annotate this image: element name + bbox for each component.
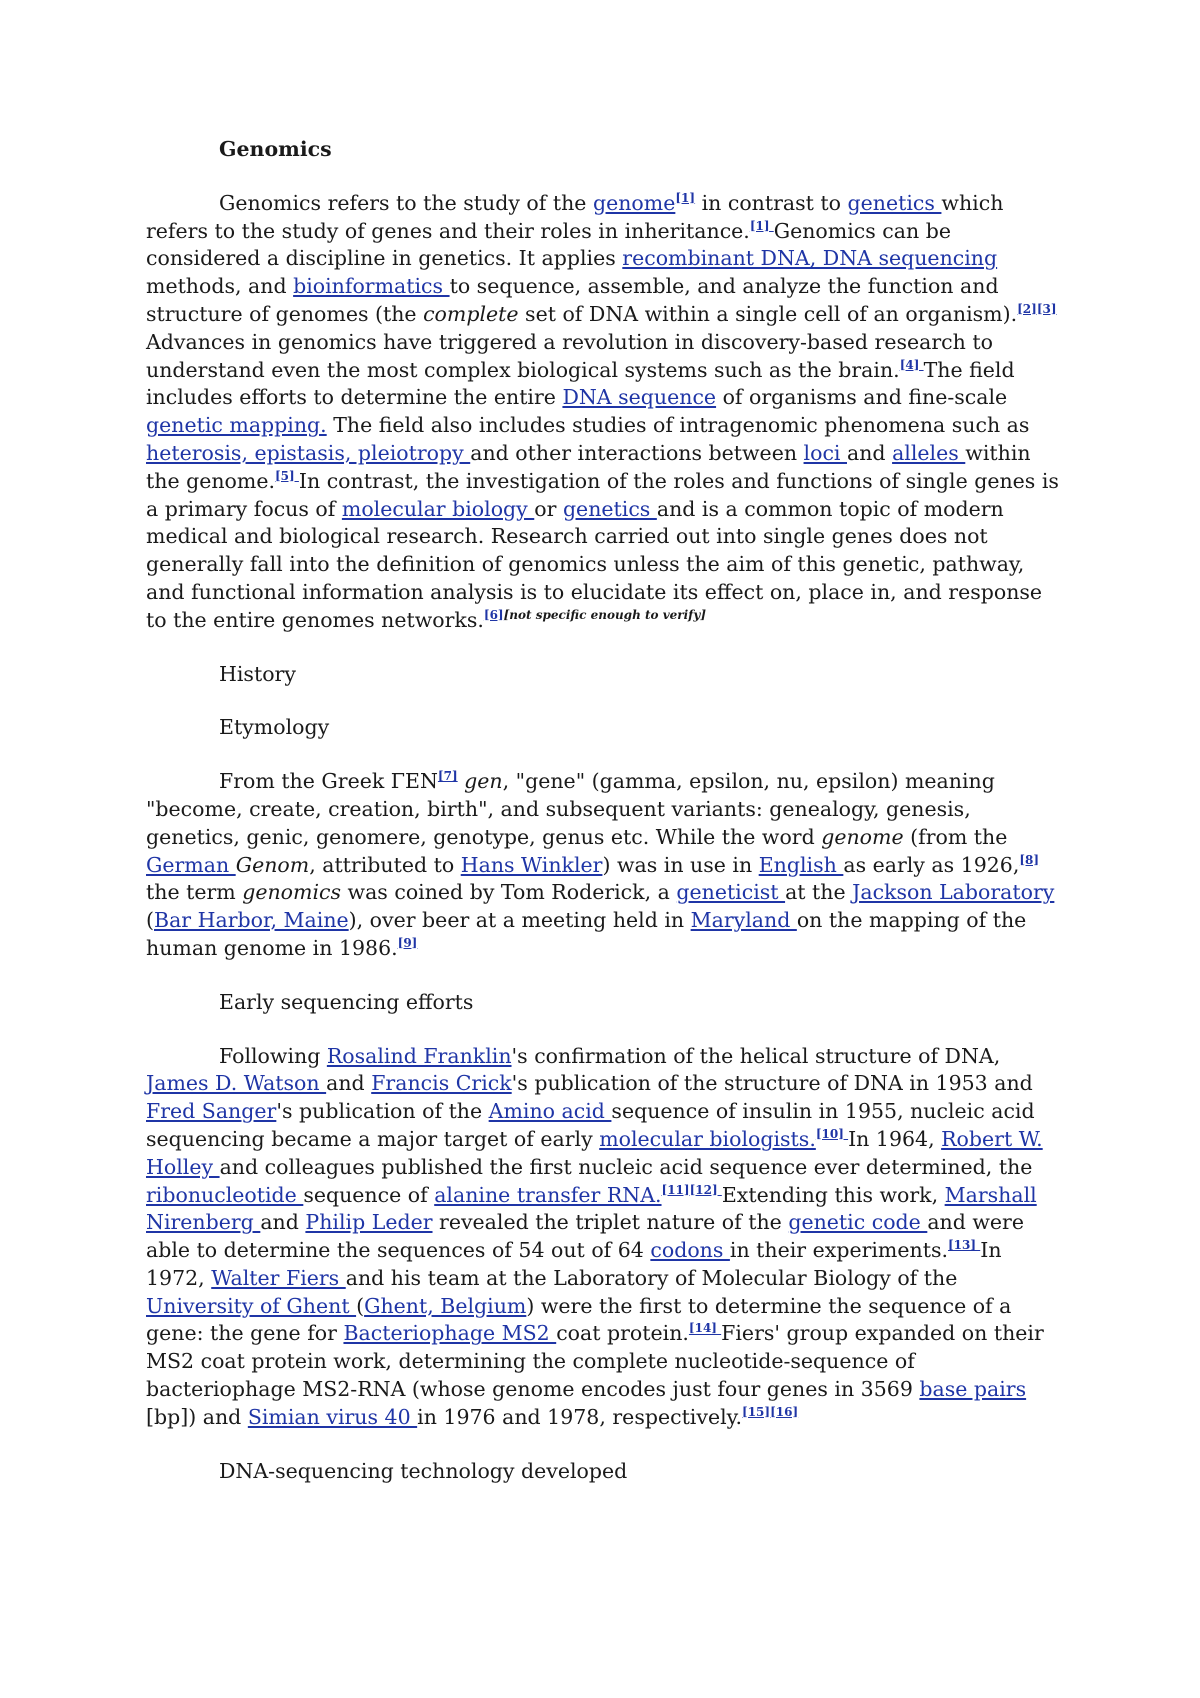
text-run: which refers to the study of genes and their roles in inheritance. (146, 190, 1004, 243)
text-run: in contrast to (695, 190, 848, 215)
inline-link[interactable]: genetics (847, 190, 942, 215)
text-run: [bp]) and (146, 1404, 248, 1429)
italic-text: Genom (235, 852, 310, 877)
inline-link[interactable]: genetic code (788, 1210, 928, 1235)
inline-link[interactable]: genetics (562, 496, 657, 521)
text-run: From the Greek ΓΕΝ (219, 769, 438, 794)
citation-ref[interactable]: [13] (947, 1238, 981, 1253)
text-run: In contrast, the investigation of the roles and functions of single genes is a primary focus of (146, 468, 1059, 521)
citation-ref[interactable]: [2][3] (1017, 302, 1057, 317)
inline-link[interactable]: alanine transfer RNA. (434, 1182, 662, 1207)
text-run: , "gene" (gamma, epsilon, nu, epsilon) meaning "become, create, creation, birth", and subsequent variants: genealogy, genesis, genetics, genic, genomere, genotype, genus etc. While the word (146, 769, 995, 849)
inline-link[interactable]: University of Ghent (146, 1293, 357, 1318)
inline-link[interactable]: codons (650, 1238, 730, 1263)
inline-link[interactable]: Ghent, Belgium (364, 1293, 527, 1318)
inline-link[interactable]: loci (803, 440, 847, 465)
text-run: methods, and (146, 274, 294, 299)
text-run: coat protein. (556, 1321, 689, 1346)
citation-ref[interactable]: [1] (749, 218, 774, 233)
inline-link[interactable]: Rosalind Franklin (326, 1043, 512, 1068)
text-run: and colleagues published the first nucleic acid sequence ever determined, the (219, 1154, 1033, 1179)
section-heading-dna-sequencing-technology: DNA-sequencing technology developed (219, 1458, 628, 1483)
section-heading-etymology: Etymology (219, 715, 330, 740)
inline-link[interactable]: Hans Winkler (460, 852, 603, 877)
citation-ref[interactable]: [10] (815, 1127, 849, 1142)
italic-text: gen (464, 769, 503, 794)
citation-ref[interactable]: [14] (688, 1321, 722, 1336)
early-sequencing-paragraph (146, 1043, 1066, 1432)
document-page (146, 136, 1066, 1511)
inline-link[interactable]: ribonucleotide (146, 1182, 304, 1207)
inline-link[interactable]: alleles (892, 440, 966, 465)
citation-ref[interactable]: [9] (397, 936, 418, 951)
inline-link[interactable]: molecular biology (341, 496, 535, 521)
text-run: within the genome. (146, 440, 1031, 493)
text-run: and (326, 1071, 372, 1096)
inline-link[interactable]: genetic mapping. (146, 413, 327, 438)
text-run: , attributed to (309, 852, 461, 877)
section-heading-early-sequencing: Early sequencing efforts (219, 989, 474, 1014)
citation-ref[interactable]: [15][16] (742, 1405, 799, 1420)
text-run: and (847, 440, 893, 465)
text-run: In 1972, (146, 1238, 1002, 1290)
text-run: was coined by Tom Roderick, a (341, 880, 677, 905)
inline-link[interactable]: Walter Fiers (211, 1265, 346, 1290)
verification-note: [not specific enough to verify] (503, 607, 706, 622)
citation-ref[interactable]: [7] (437, 769, 458, 784)
inline-link[interactable]: Simian virus 40 (247, 1404, 418, 1429)
text-run: in their experiments. (729, 1238, 948, 1263)
text-run: of organisms and fine-scale (716, 385, 1008, 410)
text-run: at the (785, 880, 853, 905)
italic-text: complete (423, 301, 519, 326)
section-heading-history: History (219, 661, 296, 686)
text-run: Genomics can be considered a discipline in genetics. It applies (146, 218, 951, 271)
inline-link[interactable]: recombinant DNA, DNA sequencing (622, 246, 998, 271)
text-run: ) were the first to determine the sequence of a gene: the gene for (146, 1293, 1012, 1346)
text-run: the term (146, 880, 243, 905)
intro-paragraph (146, 190, 1066, 635)
text-run: and other interactions between (470, 440, 804, 465)
text-run: sequence of (303, 1182, 435, 1207)
italic-text: genome (821, 824, 904, 849)
inline-link[interactable]: Bacteriophage MS2 (343, 1321, 557, 1346)
citation-ref[interactable]: [11][12] (661, 1182, 722, 1197)
text-run: Fiers' group expanded on their MS2 coat protein work, determining the complete nucleotide-sequence of bacteriophage MS2-RNA (whose genome encodes just four genes in 3569 (146, 1321, 1044, 1402)
text-run: ( (356, 1293, 365, 1318)
text-run: Genomics refers to the study of the (219, 190, 593, 215)
inline-link[interactable]: Robert W. Holley (146, 1126, 1043, 1179)
inline-link[interactable]: Jackson Laboratory (852, 880, 1055, 905)
etymology-paragraph (146, 768, 1066, 963)
text-run: Advances in genomics have triggered a revolution in discovery-based research to understand even the most complex biological systems such as the brain. (146, 329, 993, 382)
inline-link[interactable]: DNA sequence (562, 385, 717, 410)
text-run: sequence of insulin in 1955, nucleic acid sequencing became a major target of early (146, 1099, 1035, 1151)
document-title: Genomics (219, 137, 332, 161)
citation-ref[interactable]: [5] (274, 468, 299, 483)
inline-link[interactable]: heterosis, epistasis, pleiotropy (146, 440, 471, 465)
text-run: as early as 1926, (843, 852, 1020, 877)
text-run: 's publication of the structure of DNA in 1953 and (511, 1071, 1033, 1096)
text-run: and (260, 1210, 306, 1235)
text-run: ( (146, 908, 154, 933)
text-run: Following (219, 1043, 327, 1068)
text-run: to sequence, assemble, and analyze the function and structure of genomes (the (146, 274, 999, 326)
text-run: Extending this work, (721, 1182, 945, 1207)
inline-link[interactable]: English (758, 852, 844, 877)
text-run: 's confirmation of the helical structure of DNA, (511, 1043, 1001, 1068)
italic-text: genomics (242, 880, 342, 905)
text-run: in 1976 and 1978, respectively. (417, 1404, 743, 1429)
text-run: (from the (903, 824, 1008, 849)
text-run: or (534, 496, 563, 521)
inline-link[interactable]: Maryland (690, 908, 797, 933)
text-run: 's publication of the (276, 1099, 489, 1124)
text-run: In 1964, (848, 1126, 942, 1151)
citation-ref[interactable]: [4] (899, 357, 924, 372)
inline-link[interactable]: genome (592, 190, 676, 215)
inline-link[interactable]: James D. Watson (146, 1071, 327, 1096)
text-run: revealed the triplet nature of the (432, 1210, 789, 1235)
citation-ref[interactable]: [1] (675, 190, 696, 205)
text-run: The field also includes studies of intragenomic phenomena such as (326, 413, 1030, 438)
inline-link[interactable]: Francis Crick (371, 1071, 512, 1096)
text-run: and is a common topic of modern medical and biological research. Research carried out into single genes does not generally fall into the definition of genomics unless the aim of this genetic, pathway, and functional information analysis is to elucidate its effect on, place in, and response to the entire genomes networks. (146, 496, 1043, 632)
text-run: ) was in use in (602, 852, 759, 877)
text-run: ), over beer at a meeting held in (348, 908, 691, 933)
text-run: on the mapping of the human genome in 1986. (146, 908, 1027, 960)
text-run: The field includes efforts to determine the entire (146, 357, 1015, 410)
inline-link[interactable]: geneticist (676, 880, 786, 905)
inline-link[interactable]: Marshall Nirenberg (146, 1182, 1037, 1235)
inline-link[interactable]: bioinformatics (293, 274, 450, 299)
inline-link[interactable]: German (146, 852, 236, 877)
text-run: set of DNA within a single cell of an organism). (518, 301, 1018, 326)
text-run: and were able to determine the sequences of 54 out of 64 (146, 1210, 1024, 1263)
citation-ref[interactable]: [8] (1019, 852, 1040, 867)
inline-link[interactable]: base pairs (919, 1377, 1027, 1402)
text-run: and his team at the Laboratory of Molecular Biology of the (345, 1265, 958, 1290)
citation-ref[interactable]: [6] (483, 607, 504, 622)
inline-link[interactable]: Fred Sanger (146, 1099, 277, 1124)
inline-link[interactable]: Amino acid (488, 1099, 612, 1124)
inline-link[interactable]: molecular biologists. (599, 1126, 816, 1151)
inline-link[interactable]: Philip Leder (305, 1210, 433, 1235)
inline-link[interactable]: Bar Harbor, Maine (154, 908, 349, 933)
